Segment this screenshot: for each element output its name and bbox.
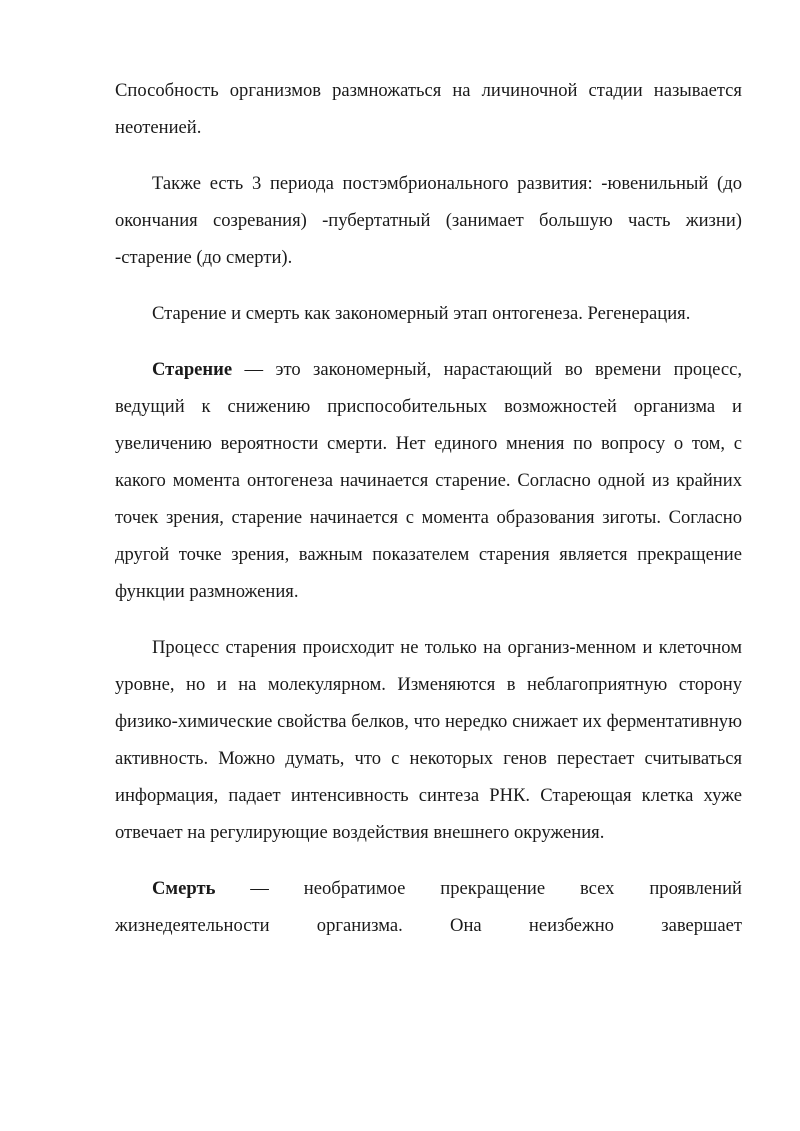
- death-definition-text: — необратимое прекращение всех проявлений жизнедеятельности организма. Она неизбежно завершает: [115, 878, 742, 936]
- paragraph-neoteny: Способность организмов размножаться на личиночной стадии называется неотенией.: [115, 80, 742, 138]
- paragraph-death-definition: [115, 870, 742, 944]
- aging-definition-text: — это закономерный, нарастающий во времени процесс, ведущий к снижению приспособительных возможностей организма и увеличению вероятности смерти. Нет единого мнения по вопросу о том, с какого момента онтогенеза начинается старение. Согласно одной из крайних точек зрения, старение начинается с момента образования зиготы. Согласно другой точке зрения, важным показателем старения является прекращение функции размножения.: [115, 359, 742, 602]
- paragraph-aging-definition: [115, 351, 742, 610]
- term-aging: Старение: [152, 359, 233, 380]
- document-page: [115, 72, 742, 944]
- paragraph-postembryonic-periods: Также есть 3 периода постэмбрионального развития: -ювенильный (до окончания созревания) -пубертатный (занимает большую часть жизни) -старение (до смерти).: [115, 173, 742, 268]
- term-death: Смерть: [152, 878, 216, 899]
- paragraph-section-heading: Старение и смерть как закономерный этап онтогенеза. Регенерация.: [152, 303, 691, 324]
- paragraph-aging-process: Процесс старения происходит не только на организ-менном и клеточном уровне, но и на молекулярном. Изменяются в неблагоприятную сторону физико-химические свойства белков, что нередко снижает их ферментативную активность. Можно думать, что с некоторых генов перестает считываться информация, падает интенсивность синтеза РНК. Стареющая клетка хуже отвечает на регулирующие воздействия внешнего окружения.: [115, 637, 742, 843]
